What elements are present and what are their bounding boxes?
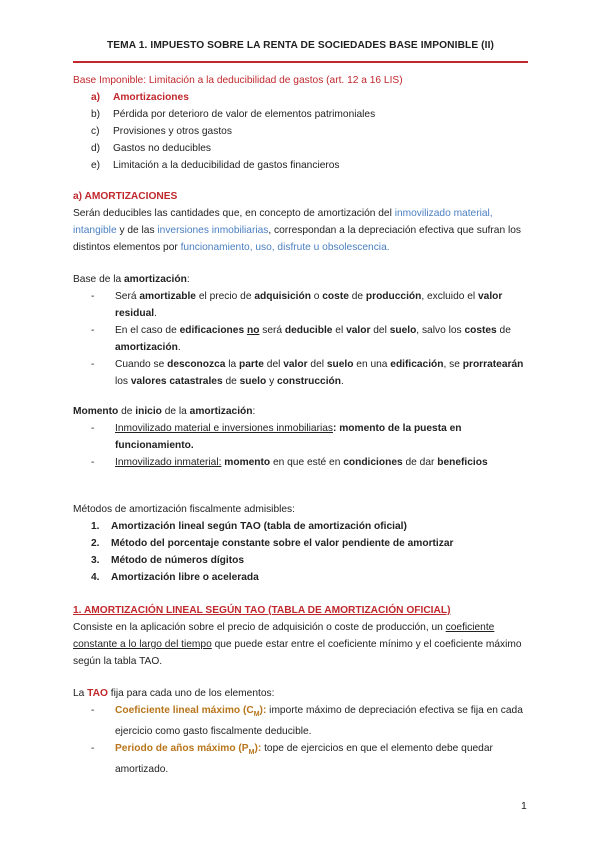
intro-item: e) Limitación a la deducibilidad de gastos financieros: [91, 160, 340, 171]
base-bullet-3: - Cuando se desconozca la parte del valor del suelo en una edificación, se prorratearán los valores catastrales de suelo y construcción.: [91, 359, 524, 387]
base-bullet-2: - En el caso de edificaciones no será deducible el valor del suelo, salvo los costes de amortización.: [91, 325, 511, 353]
momento-bullet-1: - Inmovilizado material e inversiones inmobiliarias: momento de la puesta en funcionamiento.: [91, 423, 462, 451]
intro-item: a) Amortizaciones: [91, 92, 189, 103]
intro-item: d) Gastos no deducibles: [91, 143, 211, 154]
metodos-heading: Métodos de amortización fiscalmente admisibles:: [73, 504, 295, 515]
tao-section: [73, 685, 528, 778]
base-section: [73, 271, 528, 390]
amortizaciones-paragraph: Serán deducibles las cantidades que, en concepto de amortización del inmovilizado material, intangible y de las inversiones inmobiliarias, correspondan a la depreciación efectiva que sufran los distintos elementos por funcionamiento, uso, disfrute u obsolescencia.: [73, 208, 521, 253]
momento-section: [73, 403, 528, 471]
intro-item: c) Provisiones y otros gastos: [91, 126, 232, 137]
metodos-section: [73, 501, 528, 586]
lineal-section: [73, 602, 528, 670]
metodos-list: [73, 518, 528, 586]
amortizaciones-section: [73, 188, 528, 256]
intro-item: b) Pérdida por deterioro de valor de elementos patrimoniales: [91, 109, 376, 120]
tao-bullet-periodo: - Periodo de años máximo $(P_M)$: tope de ejercicios en que el elemento debe quedar amortizado.: [91, 743, 493, 776]
intro-list: [73, 89, 528, 174]
intro-heading: Base Imponible: Limitación a la deducibilidad de gastos (art. 12 a 16 LIS): [73, 75, 403, 86]
lineal-heading: 1. AMORTIZACIÓN LINEAL SEGÚN TAO (TABLA DE AMORTIZACIÓN OFICIAL): [73, 605, 451, 616]
intro-section: [73, 72, 528, 174]
tao-bullet-coeficiente: - Coeficiente lineal máximo $(C_M)$: importe máximo de depreciación efectiva se fija en cada ejercicio como gasto fiscalmente deducible.: [91, 705, 523, 738]
momento-heading: Momento de inicio de la amortización:: [73, 406, 256, 417]
metodo-item: 3. Método de números dígitos: [91, 555, 245, 566]
momento-bullet-2: - Inmovilizado inmaterial: momento en que esté en condiciones de dar beneficios: [91, 457, 488, 468]
page-number: 1: [521, 800, 527, 812]
metodo-item: 2. Método del porcentaje constante sobre el valor pendiente de amortizar: [91, 538, 454, 549]
base-bullet-1: - Será amortizable el precio de adquisición o coste de producción, excluido el valor residual.: [91, 291, 503, 319]
metodo-item: 4. Amortización libre o acelerada: [91, 572, 259, 583]
page-title: TEMA 1. IMPUESTO SOBRE LA RENTA DE SOCIEDADES BASE IMPONIBLE (II): [106, 40, 495, 51]
base-heading: Base de la amortización:: [73, 274, 190, 285]
lineal-paragraph: Consiste en la aplicación sobre el precio de adquisición o coste de producción, un coeficiente constante a lo largo del tiempo que puede estar entre el coeficiente mínimo y el coeficiente máximo según la tabla TAO.: [73, 622, 522, 667]
link-inmovilizado: inmovilizado material, intangible: [73, 208, 493, 236]
amortizaciones-heading: a) AMORTIZACIONES: [73, 191, 178, 202]
link-inversiones: inversiones inmobiliarias: [157, 225, 269, 236]
tao-heading: La TAO fija para cada uno de los elementos:: [73, 688, 275, 699]
link-funcionamiento: funcionamiento, uso, disfrute u obsolescencia.: [180, 242, 390, 253]
metodo-item: 1. Amortización lineal según TAO (tabla de amortización oficial): [91, 521, 407, 532]
title-divider: [73, 61, 528, 63]
